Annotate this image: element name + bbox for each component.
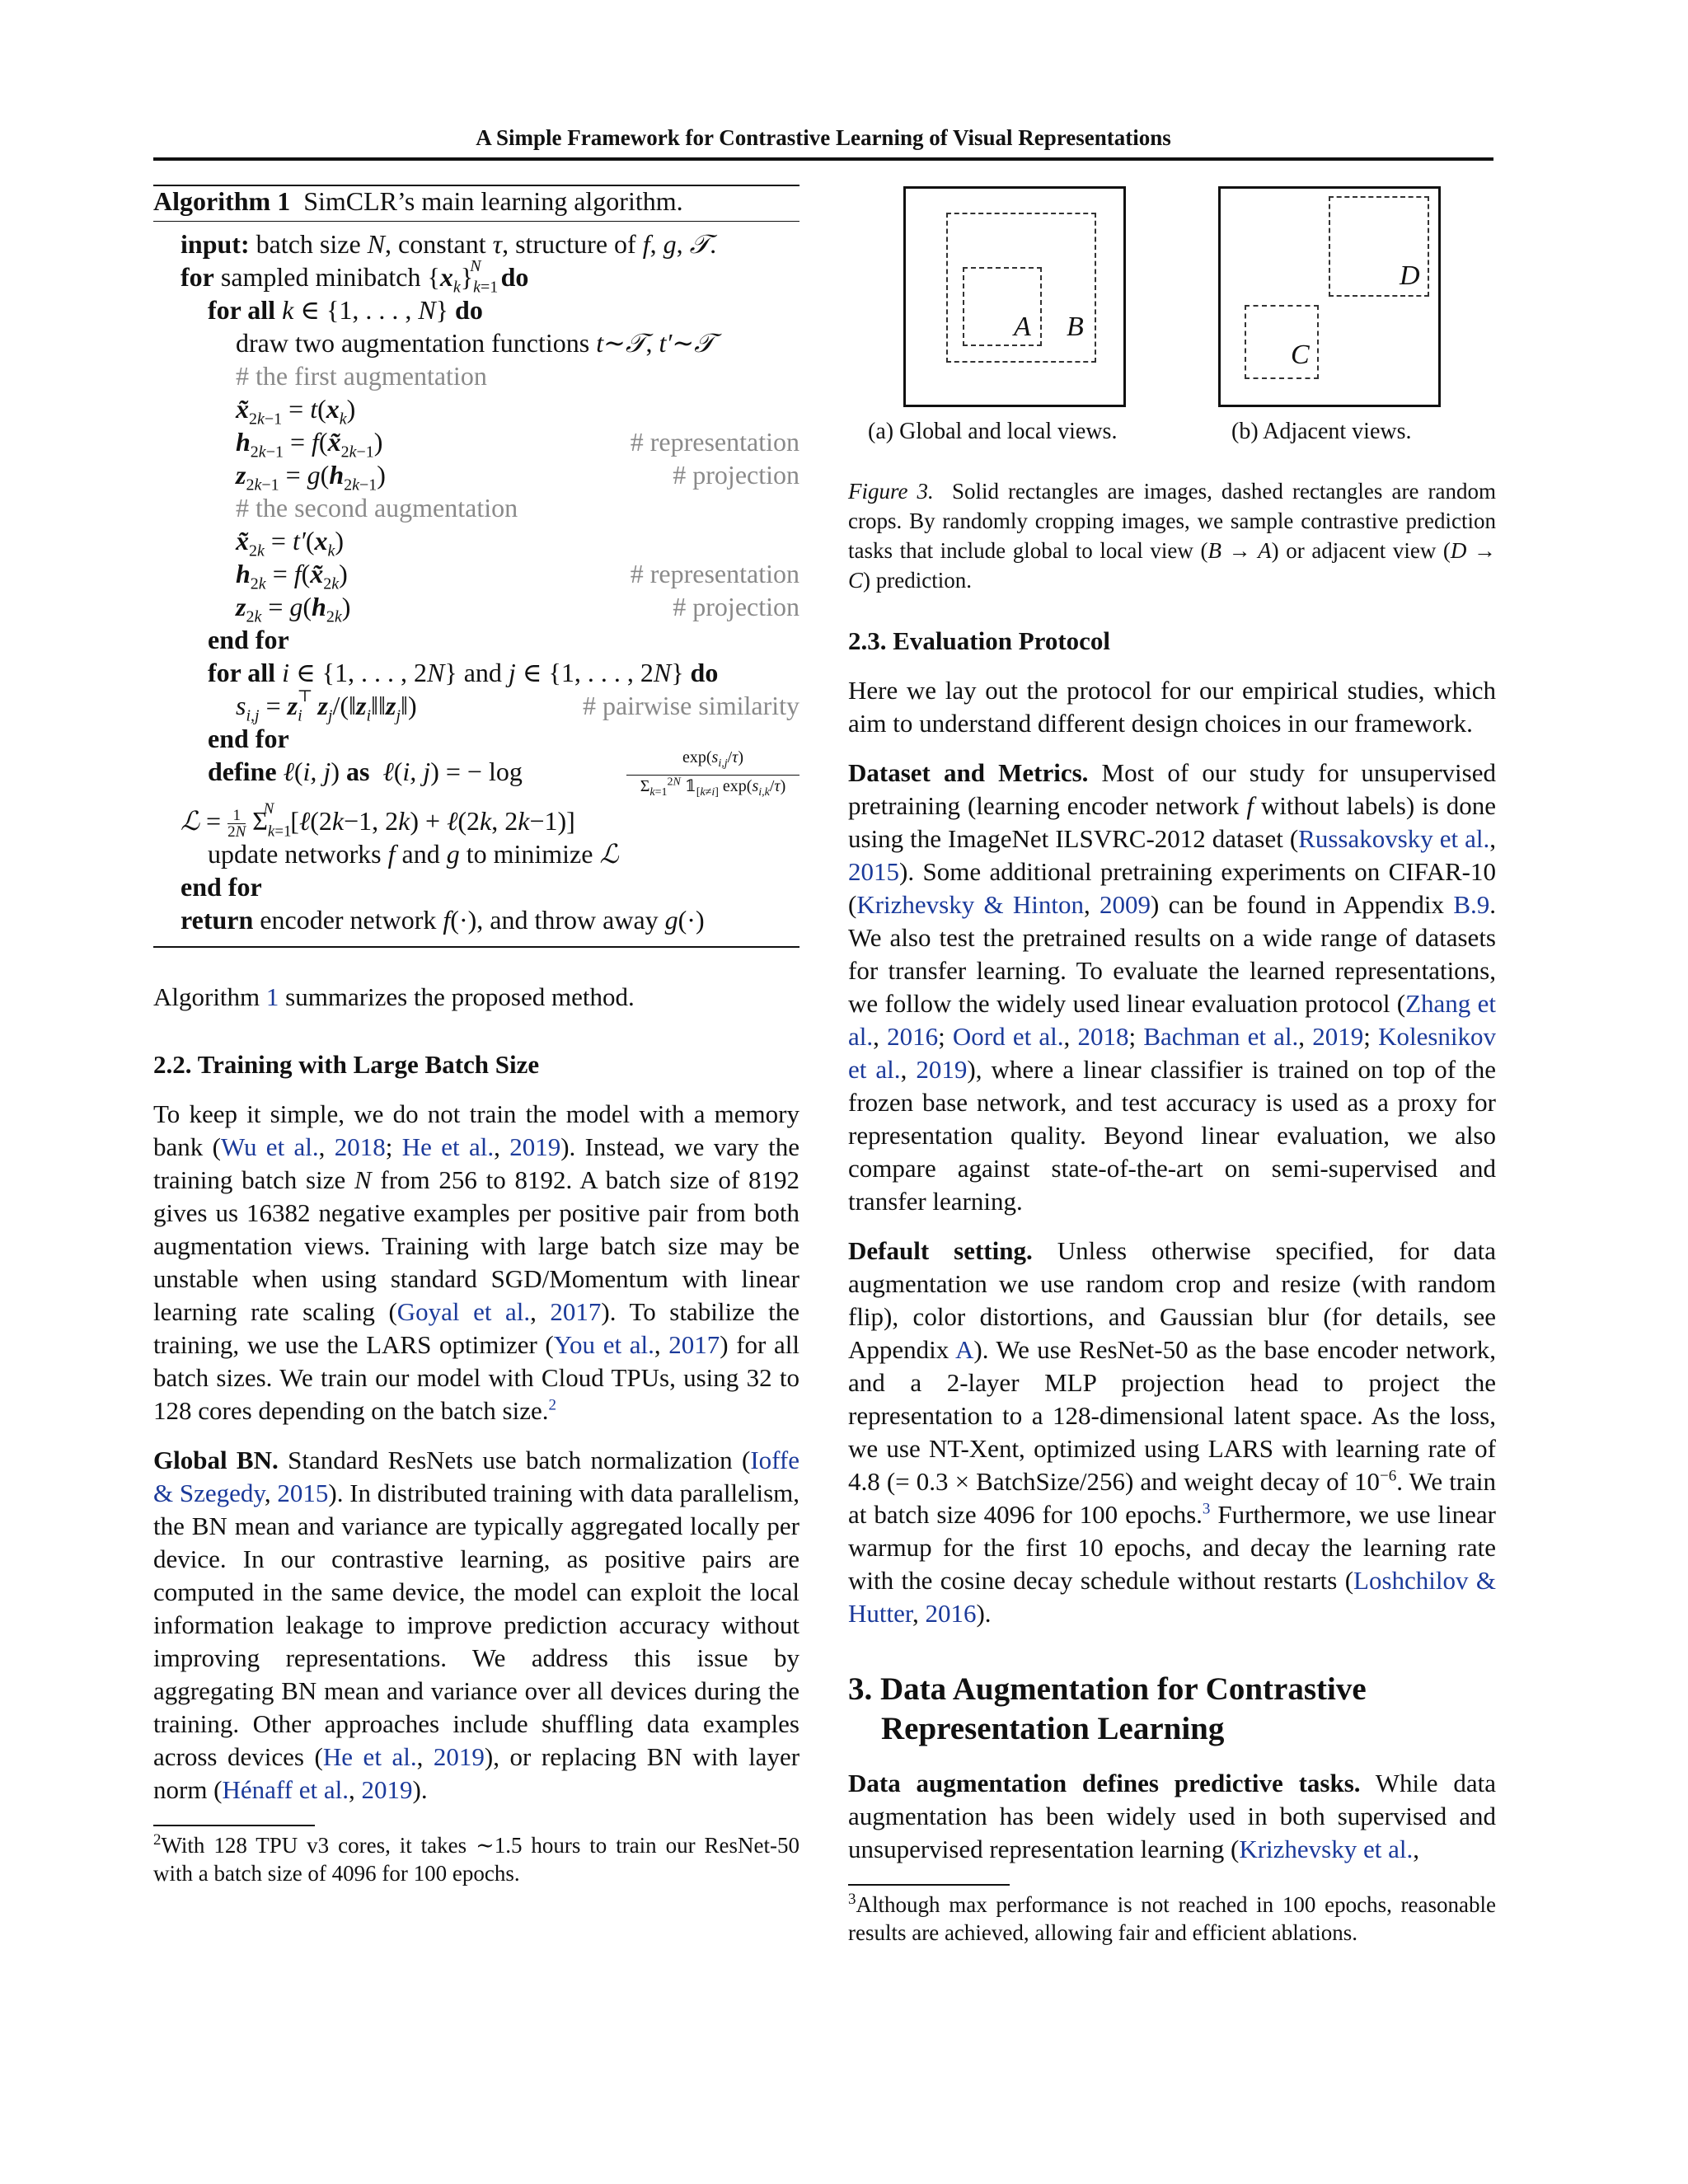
section-2-2-title: 2.2. Training with Large Batch Size <box>153 1050 540 1079</box>
footnote-rule-right <box>848 1884 1010 1886</box>
section-3-title: 3. Data Augmentation for Contrastive Representation Learning <box>848 1671 1367 1746</box>
figure-label-a: A <box>1014 312 1031 342</box>
figure-label-d: D <box>1400 260 1420 291</box>
algorithm-comment: # representation <box>630 559 799 588</box>
left-column <box>153 981 799 1823</box>
paragraph-global-bn: Global BN. Standard ResNets use batch normalization (Ioffe & Szegedy, 2015). In distributed training with data parallelism, the BN mean and variance are typically aggregated locally per device. In our contrastive learning, as positive pairs are computed in the same device, the model can exploit the local information leakage to improve prediction accuracy without improving representations. We address this issue by aggregating BN mean and variance over all devices during the training. Other approaches include shuffling data examples across devices (He et al., 2019), or replacing BN with layer norm (Hénaff et al., 2019). <box>153 1446 800 1804</box>
algorithm-line: for all k ∈ {1, . . . , N} do <box>208 295 483 325</box>
algorithm-line: $x̃_{2k-1} = t(x_k)$ <box>236 394 356 429</box>
algorithm-line: end for <box>208 724 289 753</box>
algorithm-line: for all i ∈ {1, . . . , 2N} and j ∈ {1, . . . , 2N} do <box>208 658 719 687</box>
algorithm-line: $z_{2k-1} = g(h_{2k-1})$ # projection <box>236 460 799 494</box>
algorithm-line: update networks f and g to minimize ℒ <box>208 839 619 869</box>
footnote-2: $^2$With 128 TPU v3 cores, it takes ∼1.5 hours to train our ResNet-50 with a batch size of 4096 for 100 epochs. <box>153 1831 799 1886</box>
figure-3b-caption: (b) Adjacent views. <box>1231 419 1412 444</box>
paragraph-data-augmentation: Data augmentation defines predictive tasks. While data augmentation has been widely used in both supervised and unsupervised representation learning (Krizhevsky et al., <box>848 1769 1496 1863</box>
algorithm-header-rule <box>153 221 799 222</box>
algorithm-bottom-rule <box>153 946 799 948</box>
algorithm-caption: SimCLR’s main learning algorithm. <box>303 186 683 216</box>
running-header: A Simple Framework for Contrastive Learning of Visual Representations <box>476 125 1171 150</box>
figure-label-b: B <box>1067 312 1084 342</box>
algorithm-comment: # representation <box>630 427 799 457</box>
algorithm-line: $z_{2k} = g(h_{2k})$ # projection <box>236 592 799 626</box>
algorithm-line: end for <box>181 872 262 902</box>
algorithm-line: # the first augmentation <box>236 361 487 391</box>
paragraph-dataset-metrics: Dataset and Metrics. Most of our study for unsupervised pretraining (learning encoder network f without labels) is done using the ImageNet ILSVRC-2012 dataset (Russakovsky et al., 2015). Some additional pretraining experiments on CIFAR-10 (Krizhevsky & Hinton, 2009) can be found in Appendix B.9. We also test the pretrained results on a wide range of datasets for transfer learning. To evaluate the learned representations, we follow the widely used linear evaluation protocol (Zhang et al., 2016; Oord et al., 2018; Bachman et al., 2019; Kolesnikov et al., 2019), where a linear classifier is trained on top of the frozen base network, and test accuracy is used as a proxy for representation quality. Beyond linear evaluation, we also compare against state-of-the-art on semi-supervised and transfer learning. <box>848 758 1497 1216</box>
header-rule <box>153 157 1493 161</box>
algorithm-line: # the second augmentation <box>236 493 518 523</box>
footnote-3: $^3$Although max performance is not reached in 100 epochs, reasonable results are achieved, allowing fair and efficient ablations. <box>848 1891 1496 1945</box>
figure-label-c: C <box>1291 340 1310 370</box>
figure-3a-caption: (a) Global and local views. <box>868 419 1118 444</box>
algorithm-comment: # projection <box>673 460 799 490</box>
algorithm-line: end for <box>208 625 289 654</box>
algorithm-summary: Algorithm 1 summarizes the proposed method. <box>153 982 635 1011</box>
algorithm-line: input: batch size N, constant τ, structure of f, g, 𝒯. <box>181 229 717 259</box>
paragraph-eval-intro: Here we lay out the protocol for our empirical studies, which aim to understand different design choices in our framework. <box>848 676 1496 738</box>
section-2-3-title: 2.3. Evaluation Protocol <box>848 626 1111 655</box>
algorithm-line: draw two augmentation functions t∼𝒯, t′∼𝒯 <box>236 328 715 358</box>
algorithm-label: Algorithm 1 <box>153 186 291 216</box>
footnote-rule-left <box>153 1825 315 1826</box>
algorithm-comment: # pairwise similarity <box>582 691 799 720</box>
figure-3-caption: Figure 3. Solid rectangles are images, dashed rectangles are random crops. By randomly cropping images, we sample contrastive prediction tasks that include global to local view (B → A) or adjacent view (D → C) prediction. <box>848 479 1497 593</box>
algorithm-line: for sampled minibatch $\{x_k\}_{k=1}^N$ do <box>181 257 529 297</box>
algorithm-line: $x̃_{2k} = t'(x_k)$ <box>236 526 345 560</box>
algorithm-line: $h_{2k}$ = $f(x̃_{2k})$ # representation <box>236 559 799 593</box>
paragraph-large-batch: To keep it simple, we do not train the model with a memory bank (Wu et al., 2018; He et al., 2019). Instead, we vary the training batch size N from 256 to 8192. A batch size of 8192 gives us 16382 negative examples per positive pair from both augmentation views. Training with large batch size may be unstable when using standard SGD/Momentum with linear learning rate scaling (Goyal et al., 2017). To stabilize the training, we use the LARS optimizer (You et al., 2017) for all batch sizes. We train our model with Cloud TPUs, using 32 to 128 cores depending on the batch size.$^2$ <box>153 1099 800 1425</box>
algorithm-title <box>153 186 683 217</box>
algorithm-line: $h_{2k-1}$ = $f(x̃_{2k-1})$ # representation <box>236 427 799 462</box>
paragraph-default-setting: Default setting. Unless otherwise specified, for data augmentation we use random crop and resize (with random flip), color distortions, and Gaussian blur (for details, see Appendix A). We use ResNet-50 as the base encoder network, and a 2-layer MLP projection head to project the representation to a 128-dimensional latent space. As the loss, we use NT-Xent, optimized using LARS with learning rate of 4.8 (= 0.3 × BatchSize/256) and weight decay of $10^{-6}$. We train at batch size 4096 for 100 epochs.$^3$ Furthermore, we use linear warmup for the first 10 epochs, and decay the learning rate with the cosine decay schedule without restarts (Loshchilov & Hutter, 2016). <box>848 1236 1496 1628</box>
algorithm-line: define ℓ(i, j) as ℓ(i, j) = − log $\exp(s_{i,j}/\tau)$ $\Sigma_{k=1}^{2N}$ $𝟙_{[k\ne i]}$ $\exp(s_{i,k}/\tau)$ <box>153 753 799 801</box>
algorithm-line: $s_{i,j} = z_i^⊤$ $z_j/(‖z_i‖‖z_j‖)$ # pairwise similarity <box>236 687 799 725</box>
right-column <box>848 625 1496 1882</box>
algorithm-line: ℒ = $\frac{1}{2N}$ $\Sigma_{k=1}^N$ [ℓ(2k−1, 2k) + ℓ(2k, 2k−1)] <box>181 800 575 841</box>
algorithm-line: return encoder network f(·), and throw away g(·) <box>181 905 705 935</box>
algorithm-comment: # projection <box>673 592 799 621</box>
